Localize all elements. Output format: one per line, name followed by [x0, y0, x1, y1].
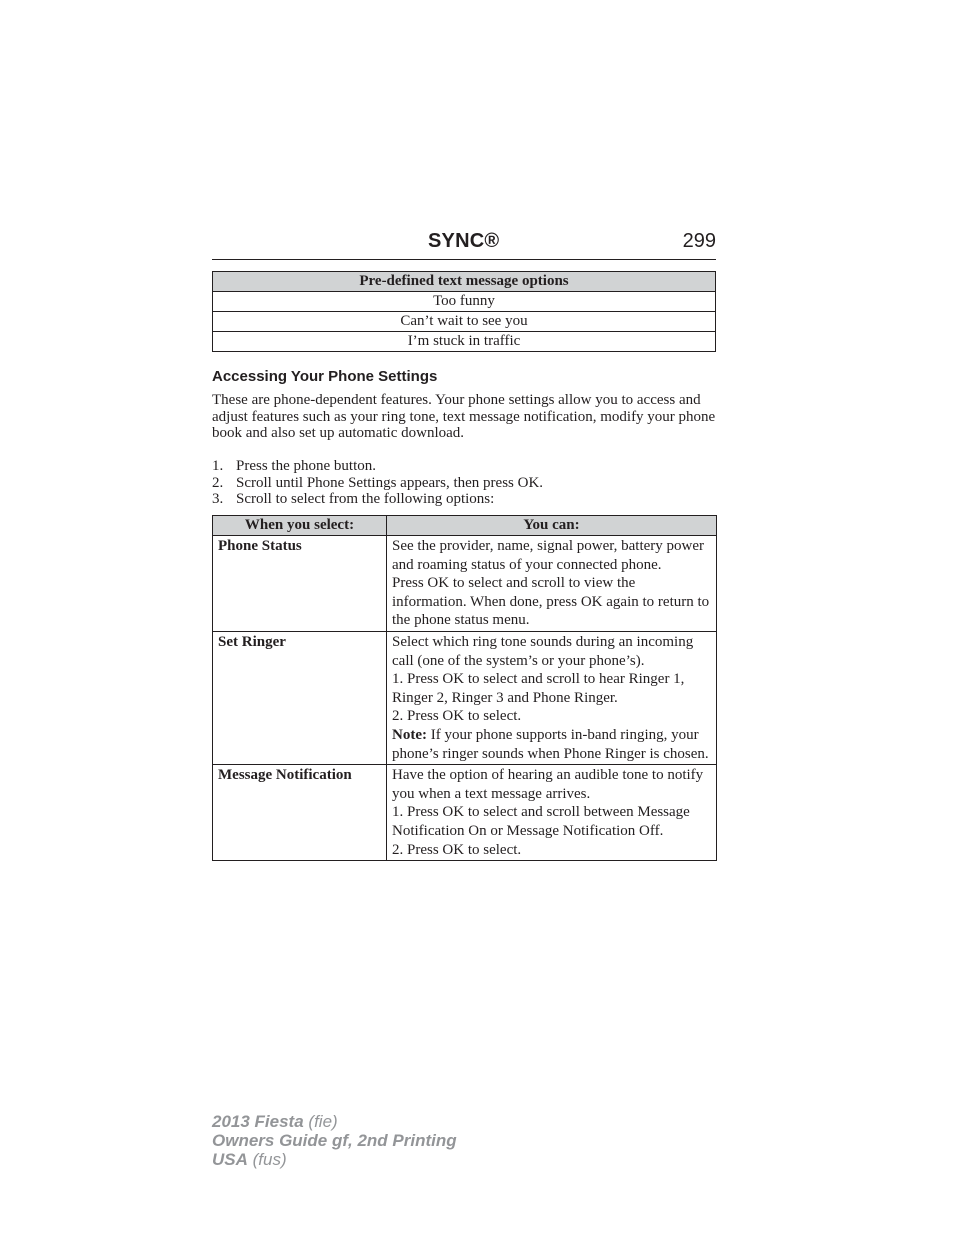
option-description [387, 765, 717, 861]
table-cell: Too funny [213, 292, 716, 312]
table-row [213, 312, 716, 332]
steps-list [212, 458, 543, 508]
phone-settings-table [212, 515, 717, 861]
step-number: 2. [212, 474, 224, 491]
description-line: Press OK to select and scroll to view the information. When done, press OK again to return to the phone status menu. [392, 575, 710, 629]
table-row [213, 332, 716, 352]
page-number: 299 [682, 230, 716, 252]
description-line: Select which ring tone sounds during an incoming call (one of the system’s or your phone’s). [392, 633, 694, 669]
step-number: 3. [212, 491, 224, 508]
table-row [213, 631, 717, 764]
footer-model-code: (fie) [303, 1112, 338, 1131]
footer-line [212, 1112, 457, 1131]
table-cell: Can’t wait to see you [213, 312, 716, 332]
column-header-action: You can: [387, 516, 717, 536]
table-header: Pre-defined text message options [213, 272, 716, 292]
footer-model: 2013 Fiesta [212, 1112, 304, 1131]
option-name: Message Notification [213, 765, 387, 861]
page-header [212, 229, 716, 260]
intro-paragraph: These are phone-dependent features. Your phone settings allow you to access and adjust features such as your ring tone, text message notification, modify your phone book and also set up automatic download. [212, 392, 716, 442]
list-item [212, 458, 543, 475]
page-footer [212, 1112, 457, 1169]
table-row [213, 536, 717, 632]
footer-line [212, 1131, 457, 1150]
section-heading: Accessing Your Phone Settings [212, 368, 438, 385]
description-line: 2. Press OK to select. [392, 841, 522, 858]
step-number: 1. [212, 458, 224, 474]
option-description [387, 631, 717, 764]
table-cell: I’m stuck in traffic [213, 332, 716, 352]
footer-guide: Owners Guide gf, 2nd Printing [212, 1131, 457, 1150]
predefined-messages-table [212, 271, 716, 352]
step-text: Scroll until Phone Settings appears, then press OK. [236, 474, 544, 491]
description-line: 1. Press OK to select and scroll between Message Notification On or Message Notification Off. [392, 804, 690, 839]
column-header-select: When you select: [213, 516, 387, 536]
list-item [212, 491, 543, 508]
description-line: Have the option of hearing an audible tone to notify you when a text message arrives. [392, 767, 704, 802]
step-text: Press the phone button. [236, 458, 376, 474]
note-label: Note: [392, 726, 427, 743]
note-line [392, 726, 711, 763]
option-description [387, 536, 717, 632]
table-row [213, 292, 716, 312]
list-item [212, 475, 543, 492]
note-text: If your phone supports in-band ringing, your phone’s ringer sounds when Phone Ringer is chosen. [392, 726, 709, 762]
description-line: 1. Press OK to select and scroll to hear Ringer 1, Ringer 2, Ringer 3 and Phone Ringer. [392, 671, 685, 706]
description-line: 2. Press OK to select. [392, 708, 522, 725]
table-row [213, 765, 717, 861]
option-name: Set Ringer [213, 631, 387, 764]
step-text: Scroll to select from the following options: [236, 491, 495, 508]
description-line: See the provider, name, signal power, battery power and roaming status of your connected phone. [392, 538, 705, 573]
option-name: Phone Status [213, 536, 387, 632]
footer-line [212, 1150, 457, 1169]
section-title: SYNC® [428, 230, 500, 252]
footer-market: USA [212, 1150, 248, 1169]
footer-market-code: (fus) [247, 1150, 287, 1169]
